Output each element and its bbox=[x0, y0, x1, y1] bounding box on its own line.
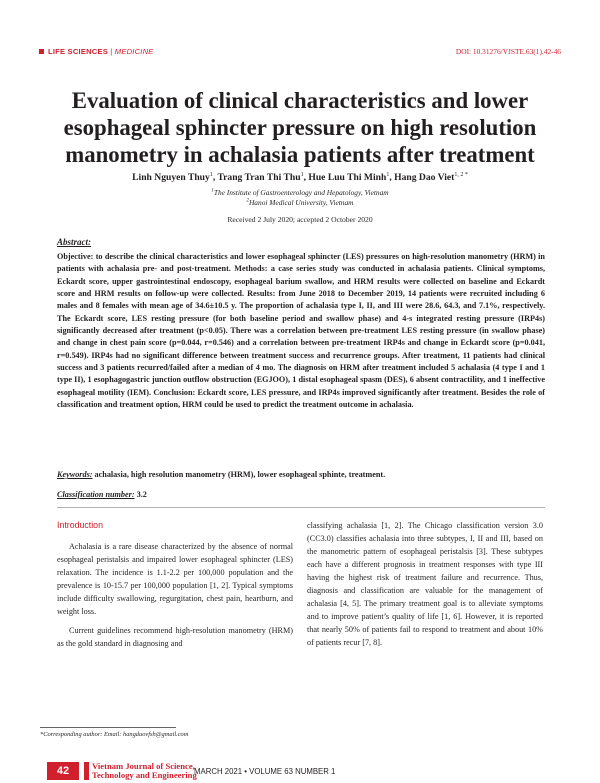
page-footer: 42 Vietnam Journal of Science, Technology and Engineering MARCH 2021 • VOLUME 63 NUMBER 1 bbox=[0, 762, 600, 783]
received-dates: Received 2 July 2020; accepted 2 October 2020 bbox=[227, 215, 373, 224]
author-list: Linh Nguyen Thuy$^1$, Trang Tran Thi Thu$^1$, Hue Luu Thi Minh$^1$, Hang Dao Viet$^{1, 2 *}$ bbox=[132, 172, 468, 184]
running-header bbox=[39, 47, 561, 59]
journal-logo-icon bbox=[84, 762, 89, 780]
footnote: *Corresponding author: Email: hangdaovfsh@gmail.com bbox=[40, 731, 189, 738]
author: Hang Dao Viet bbox=[394, 172, 455, 184]
divider bbox=[57, 507, 545, 508]
affiliation: $^1$The Institute of Gastroenterology and Hepatology, Vietnam bbox=[211, 188, 389, 197]
abstract-heading: Abstract: bbox=[57, 237, 92, 247]
paragraph: classifying achalasia [1, 2]. The Chicago classification version 3.0 (CC3.0) classifies achalasia into three subtypes, I, II and III, based on the manometric pattern of esophageal peristalsis [3]. These subtypes each have a different prognosis in treatment responses with type III having the highest risk of treatment failure and recurrence. Thus, diagnosis and classification are valuable for the management of achalasia [4, 5]. The primary treatment goal is to alleviate symptoms and to improve patient’s quality of life [1, 6]. However, it is reported that nearly 50% of patients fail to respond to treatment and about 10% of patients recur [7, 8]. bbox=[307, 521, 543, 647]
section-label: LIFE SCIENCES | MEDICINE bbox=[39, 47, 154, 56]
paragraph: Achalasia is a rare disease characterized by the absence of normal esophageal peristalsis and impaired lower esophageal sphincter (LES) relaxation. The incidence is 1.1-2.2 per 100,000 population and the prevalence is 10-15.7 per 100,000 population [1, 2]. Typical symptoms include difficulty swallowing, regurgitation, chest pain, heartburn, and weight loss. bbox=[57, 542, 293, 616]
section-heading: Introduction bbox=[57, 520, 103, 530]
classification-number: Classification number: 3.2 bbox=[57, 490, 147, 499]
author: Linh Nguyen Thuy bbox=[132, 172, 210, 184]
keywords: Keywords: achalasia, high resolution manometry (HRM), lower esophageal sphinte, treatment. bbox=[57, 470, 386, 479]
author: Trang Tran Thi Thu bbox=[217, 172, 301, 184]
abstract-text: Objective: to describe the clinical characteristics and lower esophageal sphincter (LES) pressures on high-resolution manometry (HRM) in patients with achalasia pre- and post-treatment. Methods: a case series study was conducted in achalasia patients. Clinical symptoms, Eckardt score, upper gastrointestinal endoscopy, esophageal barium swallow, and HRM results were collected on baseline and Eckardt score and HRM results on follow-up were collected. Results: from June 2018 to December 2019, 14 patients were recruited including 6 males and 8 females with mean age of 34.6±10.5 y. The proportion of achalasia type I, II, and III were 28.6, 64.3, and 7.1%, respectively. The Eckardt score, LES resting pressure (for both baseline period and swallow phase) and 4-s integrated resting pressure (IRP4s) significantly decreased after treatment (p<0.05). There was a correlation between pre-treatment LES resting pressure (in swallow phase) and change in chest pain score (p=0.044, r=0.546) and a correlation between pre-treatment IRP4s and change in Eckardt score (p=0.041, r=0.549). IRP4s had no significant difference between treatment success and recurrence groups. After treatment, 11 patients had clinical success and 3 patients recurred/failed after a median of 4 mo. The diagnosis on HRM after treatment included 5 achalasia (4 type I and 1 type II), 1 esophagogastric junction outflow obstruction (EGJOO), 1 distal esophageal spasm (DES), 6 absent contractility, and 1 ineffective esophageal motility (IEM). Conclusion: Eckardt score, LES pressure, and IRP4s improved significantly after treatment. Besides the role of classification and treatment option, HRM could be used to predict the treatment outcome in achalasia. bbox=[57, 252, 545, 410]
issue-info: MARCH 2021 • VOLUME 63 NUMBER 1 bbox=[194, 767, 336, 776]
affiliation: $^2$Hanoi Medical University, Vietnam bbox=[246, 198, 354, 207]
page-number: 42 bbox=[47, 762, 79, 780]
square-bullet-icon bbox=[39, 49, 44, 54]
footnote-divider bbox=[40, 727, 176, 728]
left-column bbox=[57, 519, 293, 650]
right-column bbox=[307, 519, 543, 649]
author: Hue Luu Thi Minh bbox=[308, 172, 387, 184]
paragraph: Current guidelines recommend high-resolution manometry (HRM) as the gold standard in diagnosing and bbox=[57, 626, 293, 648]
paper-title: Evaluation of clinical characteristics and lower esophageal sphincter pressure on high resolution manometry in achalasia patients after treatment bbox=[63, 88, 537, 167]
doi[interactable]: DOI: 10.31276/VJSTE.63(1).42-46 bbox=[455, 47, 561, 56]
